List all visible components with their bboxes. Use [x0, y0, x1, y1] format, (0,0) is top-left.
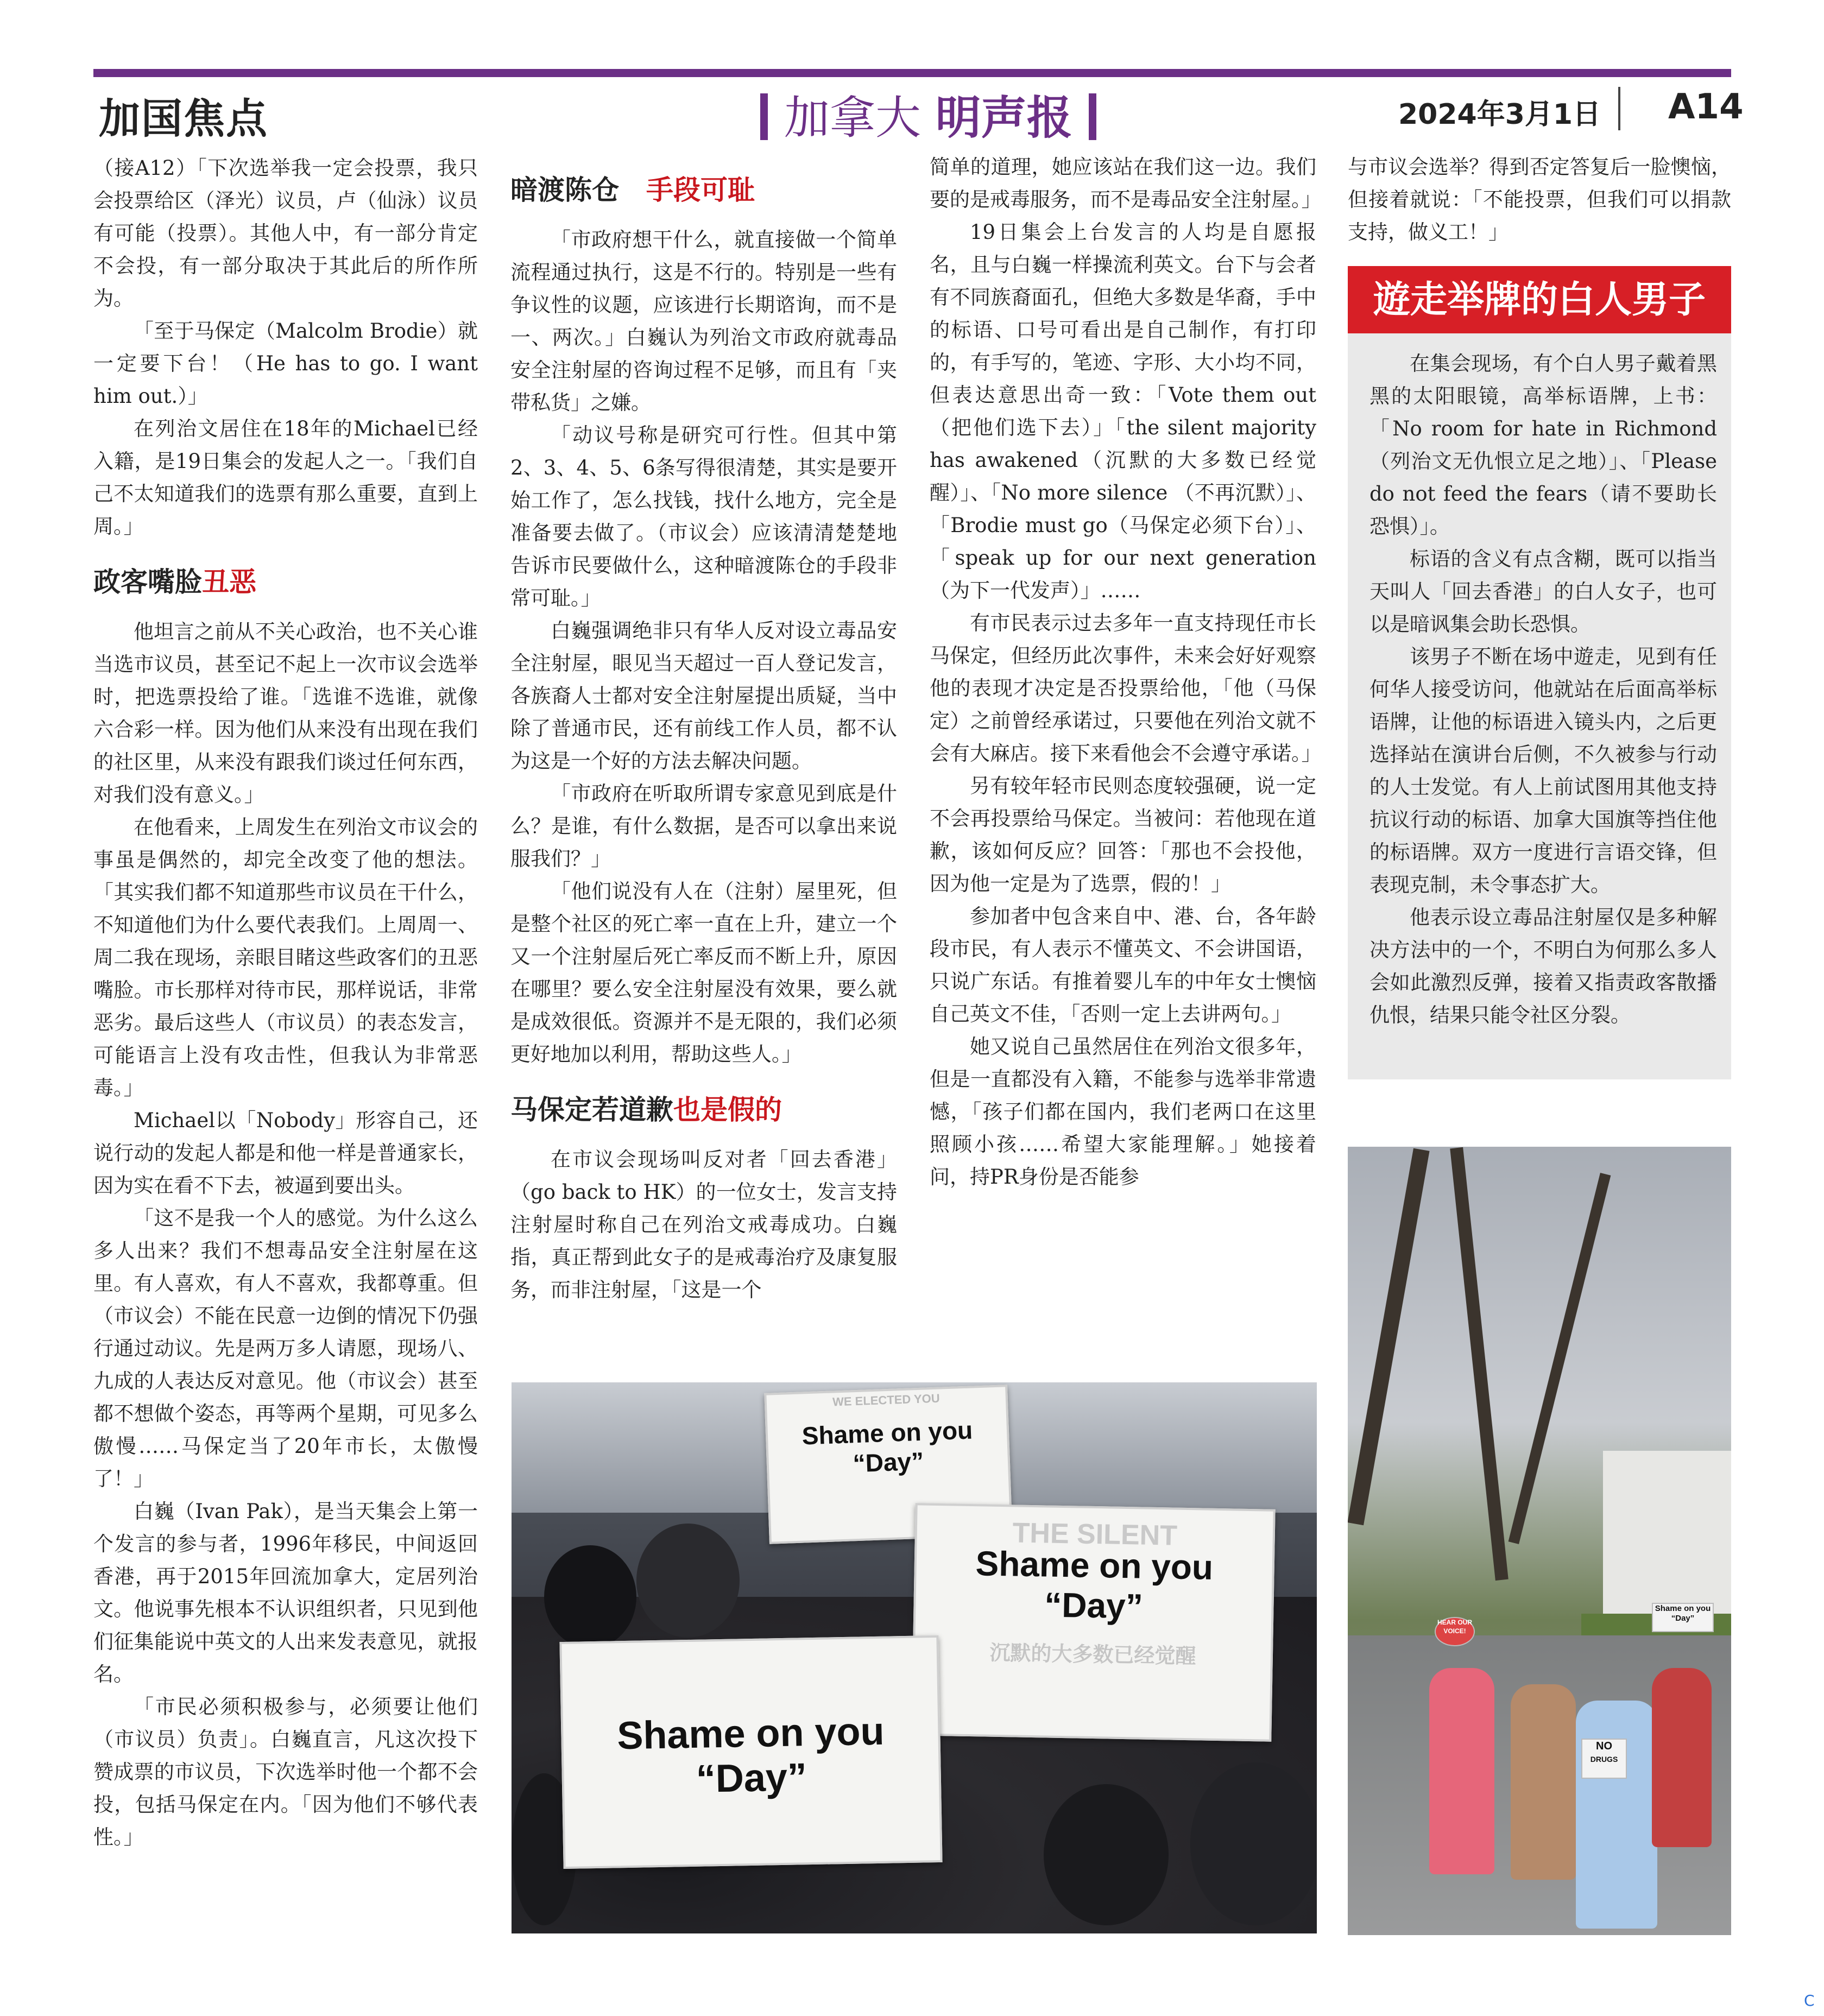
marcher — [1511, 1684, 1576, 1880]
subheading — [93, 565, 478, 599]
protest-sign — [559, 1635, 942, 1869]
subheading — [510, 173, 897, 207]
subheading-highlight: 丑恶 — [202, 566, 256, 598]
paragraph: 19日集会上台发言的人均是自愿报名，且与白巍一样操流利英文。台下与会者有不同族裔面孔，但绝大多数是华裔，手中的标语、口号可看出是自己制作，有打印的，有手写的，笔迹、字形、大小均不同，但表达意思出奇一致：「Vote them out（把他们选下去）」「the silent majority has awakened（沉默的大多数已经觉醒）」、「No more silence （不再沉默）」、「Brodie must go（马保定必须下台）」、「speak up for our next generation（为下一代发声）」…… — [930, 220, 1316, 602]
article-column-4 — [1348, 151, 1731, 249]
paragraph: 在市议会现场叫反对者「回去香港」（go back to HK）的一位女士，发言支持注射屋时称自己在列治文戒毒成功。白巍指，真正帮到此女子的是戒毒治疗及康复服务，而非注射屋，「这是一个 — [510, 1148, 897, 1301]
subheading-text: 暗渡陈仓 — [510, 174, 619, 206]
paragraph: 该男子不断在场中遊走，见到有任何华人接受访问，他就站在后面高举标语牌，让他的标语进入镜头内，之后更选择站在演讲台后侧，不久被参与行动的人士发觉。有人上前试图用其他支持抗议行动的标语、加拿大国旗等挡住他的标语牌。双方一度进行言语交锋，但表现克制，未令事态扩大。 — [1369, 645, 1717, 896]
article-column-2 — [510, 173, 897, 1306]
sign-line: “Day” — [1044, 1585, 1144, 1626]
sign-line: Shame on you — [1655, 1604, 1711, 1613]
paragraph: 「至于马保定（Malcolm Brodie）就一定要下台！（He has to go. I want him out.）」 — [93, 319, 478, 408]
sign-faded-text: 沉默的大多数已经觉醒 — [989, 1641, 1196, 1669]
sign-line: “Day” — [696, 1755, 807, 1801]
crowd-head — [1190, 1762, 1317, 1925]
sign-line: DRUGS — [1590, 1755, 1618, 1764]
tree-trunk — [1509, 1173, 1611, 1544]
subheading-highlight: 手段可耻 — [646, 174, 755, 206]
crowd-head — [636, 1524, 740, 1638]
paragraph: 「市民必须积极参与，必须要让他们（市议员）负责」。白巍直言，凡这次投下赞成票的市议员，下次选举时他一个都不会投，包括马保定在内。「因为他们不够代表性。」 — [93, 1695, 478, 1849]
tree-trunk — [1450, 1147, 1508, 1581]
paragraph: 参加者中包含来自中、港、台，各年龄段市民，有人表示不懂英文、不会讲国语，只说广东话。有推着婴儿车的中年女士懊恼自己英文不佳，「否则一定上去讲两句。」 — [930, 905, 1316, 1026]
march-sign — [1652, 1603, 1714, 1632]
masthead-country: 加拿大 — [784, 91, 922, 144]
header-divider — [1618, 87, 1620, 130]
subheading-highlight: 也是假的 — [673, 1094, 782, 1126]
article-column-1 — [93, 152, 478, 1854]
paragraph: （接A12）「下次选举我一定会投票，我只会投票给区（泽光）议员，卢（仙泳）议员有可能（投票）。其他人中，有一部分肯定不会投，有一部分取决于其此后的所作所为。 — [93, 156, 478, 310]
paragraph: 在他看来，上周发生在列治文市议会的事虽是偶然的，却完全改变了他的想法。「其实我们都不知道那些市议员在干什么，不知道他们为什么要代表我们。上周周一、周二我在现场，亲眼目睹这些政客们的丑恶嘴脸。市长那样对待市民，那样说话，非常恶劣。最后这些人（市议员）的表态发言，可能语言上没有攻击性，但我认为非常恶毒。」 — [93, 816, 478, 1099]
issue-date: 2024年3月1日 — [1398, 98, 1601, 131]
corner-mark: C — [1804, 1992, 1815, 2009]
paragraph: 白巍（Ivan Pak），是当天集会上第一个发言的参与者，1996年移民，中间返回香港，再于2015年回流加拿大，定居列治文。他说事先根本不认识组织者，只见到他们征集能说中英文的人出来发表意见，就报名。 — [93, 1500, 478, 1686]
paragraph: 「动议号称是研究可行性。但其中第2、3、4、5、6条写得很清楚，其实是要开始工作了，怎么找钱，找什么地方，完全是准备要去做了。（市议会）应该清清楚楚地告诉市民要做什么，这种暗渡陈仓的手段非常可耻。」 — [510, 424, 897, 610]
masthead-brand: 明声报 — [935, 91, 1072, 144]
page-number: A14 — [1668, 87, 1744, 127]
sign-faded-text: WE ELECTED YOU — [832, 1391, 941, 1409]
sign-line: “Day” — [1671, 1614, 1695, 1623]
paragraph: 「这不是我一个人的感觉。为什么这么多人出来？我们不想毒品安全注射屋在这里。有人喜欢，有人不喜欢，我都尊重。但（市议会）不能在民意一边倒的情况下仍强行通过动议。先是两万多人请愿，现场八、九成的人表达反对意见。他（市议会）甚至都不想做个姿态，再等两个星期，可见多么傲慢……马保定当了20年市长，太傲慢了！」 — [93, 1206, 478, 1490]
paragraph: 他坦言之前从不关心政治，也不关心谁当选市议员，甚至记不起上一次市议会选举时，把选票投给了谁。「选谁不选谁，就像六合彩一样。因为他们从来没有出现在我们的社区里，从来没有跟我们谈过任何东西，对我们没有意义。」 — [93, 620, 478, 806]
sign-line: Shame on you — [801, 1415, 973, 1450]
paragraph: 「市政府在听取所谓专家意见到底是什么？是谁，有什么数据，是否可以拿出来说服我们？」 — [510, 782, 897, 870]
sign-line: Shame on you — [616, 1709, 885, 1758]
masthead-bar-left — [760, 93, 768, 140]
section-name: 加国焦点 — [99, 94, 268, 143]
paragraph: 标语的含义有点含糊，既可以指当天叫人「回去香港」的白人女子，也可以是暗讽集会助长恐惧。 — [1369, 547, 1717, 636]
march-sign — [1581, 1739, 1627, 1779]
sign-faded-text: THE SILENT — [1012, 1517, 1178, 1552]
paragraph: 另有较年轻市民则态度较强硬，说一定不会再投票给马保定。当被问：若他现在道歉，该如何反应？回答：「那也不会投他，因为他一定是为了选票，假的！」 — [930, 774, 1316, 895]
paragraph: 「市政府想干什么，就直接做一个简单流程通过执行，这是不行的。特别是一些有争议性的议题，应该进行长期谘询，而不是一、两次。」白巍认为列治文市政府就毒品安全注射屋的咨询过程不足够，而且有「夹带私货」之嫌。 — [510, 228, 897, 414]
paragraph: 在集会现场，有个白人男子戴着黑黑的太阳眼镜，高举标语牌，上书：「No room for hate in Richmond（列治文无仇恨立足之地）」、「Please do not feed the fears（请不要助长恐惧）」。 — [1369, 352, 1717, 538]
paragraph: 「他们说没有人在（注射）屋里死，但是整个社区的死亡率一直在上升，建立一个又一个注射屋后死亡率反而不断上升，原因在哪里？要么安全注射屋没有效果，要么就是成效很低。资源并不是无限的，我们必须更好地加以利用，帮助这些人。」 — [510, 880, 897, 1066]
crowd-head — [544, 1545, 636, 1648]
paragraph: 白巍强调绝非只有华人反对设立毒品安全注射屋，眼见当天超过一百人登记发言，各族裔人士都对安全注射屋提出质疑，当中除了普通市民，还有前线工作人员，都不认为这是一个好的方法去解决问题。 — [510, 619, 897, 773]
paragraph: 有市民表示过去多年一直支持现任市长马保定，但经历此次事件，未来会好好观察他的表现才决定是否投票给他，「他（马保定）之前曾经承诺过，只要他在列治文就不会有大麻店。接下来看他会不会遵守承诺。」 — [930, 611, 1322, 765]
protest-sign — [911, 1503, 1275, 1742]
sidebar-body — [1369, 347, 1717, 1032]
paragraph: 在列治文居住在18年的Michael已经入籍，是19日集会的发起人之一。「我们自己不太知道我们的选票有那么重要，直到上周。」 — [93, 417, 478, 538]
paragraph: 她又说自己虽然居住在列治文很多年，但是一直都没有入籍，不能参与选举非常遗憾，「孩子们都在国内，我们老两口在这里照顾小孩……希望大家能理解。」她接着问，持PR身份是否能参 — [930, 1035, 1316, 1189]
march-sign: HEAR OUR VOICE! — [1435, 1617, 1475, 1646]
header-rule — [93, 69, 1731, 77]
marcher — [1576, 1701, 1657, 1929]
sign-line: “Day” — [852, 1446, 924, 1478]
sign-line: Shame on you — [975, 1544, 1214, 1587]
paragraph: 与市议会选举？得到否定答复后一脸懊恼，但接着就说：「不能投票，但我们可以捐款支持，做义工！」 — [1348, 155, 1731, 244]
protest-photo — [512, 1382, 1317, 1933]
masthead-bar-right — [1089, 93, 1096, 140]
marcher — [1429, 1668, 1494, 1874]
subheading — [510, 1092, 897, 1127]
marcher — [1652, 1668, 1712, 1847]
masthead — [744, 81, 1113, 147]
article-column-3 — [930, 151, 1322, 1193]
tree-trunk — [1348, 1148, 1430, 1526]
sign-line: NO — [1596, 1740, 1612, 1752]
crowd-head — [1044, 1784, 1169, 1925]
paragraph: Michael以「Nobody」形容自己，还说行动的发起人都是和他一样是普通家长，因为实在看不下去，被逼到要出头。 — [93, 1109, 478, 1197]
subheading-text: 政客嘴脸 — [93, 566, 202, 598]
building — [1603, 1451, 1731, 1614]
sidebar-title: 遊走举牌的白人男子 — [1348, 266, 1731, 333]
subheading-text: 马保定若道歉 — [510, 1094, 673, 1126]
paragraph: 简单的道理，她应该站在我们这一边。我们要的是戒毒服务，而不是毒品安全注射屋。」 — [930, 155, 1322, 211]
paragraph: 他表示设立毒品注射屋仅是多种解决方法中的一个，不明白为何那么多人会如此激烈反弹，接着又指责政客散播仇恨，结果只能令社区分裂。 — [1369, 906, 1717, 1027]
march-photo — [1348, 1147, 1731, 1935]
